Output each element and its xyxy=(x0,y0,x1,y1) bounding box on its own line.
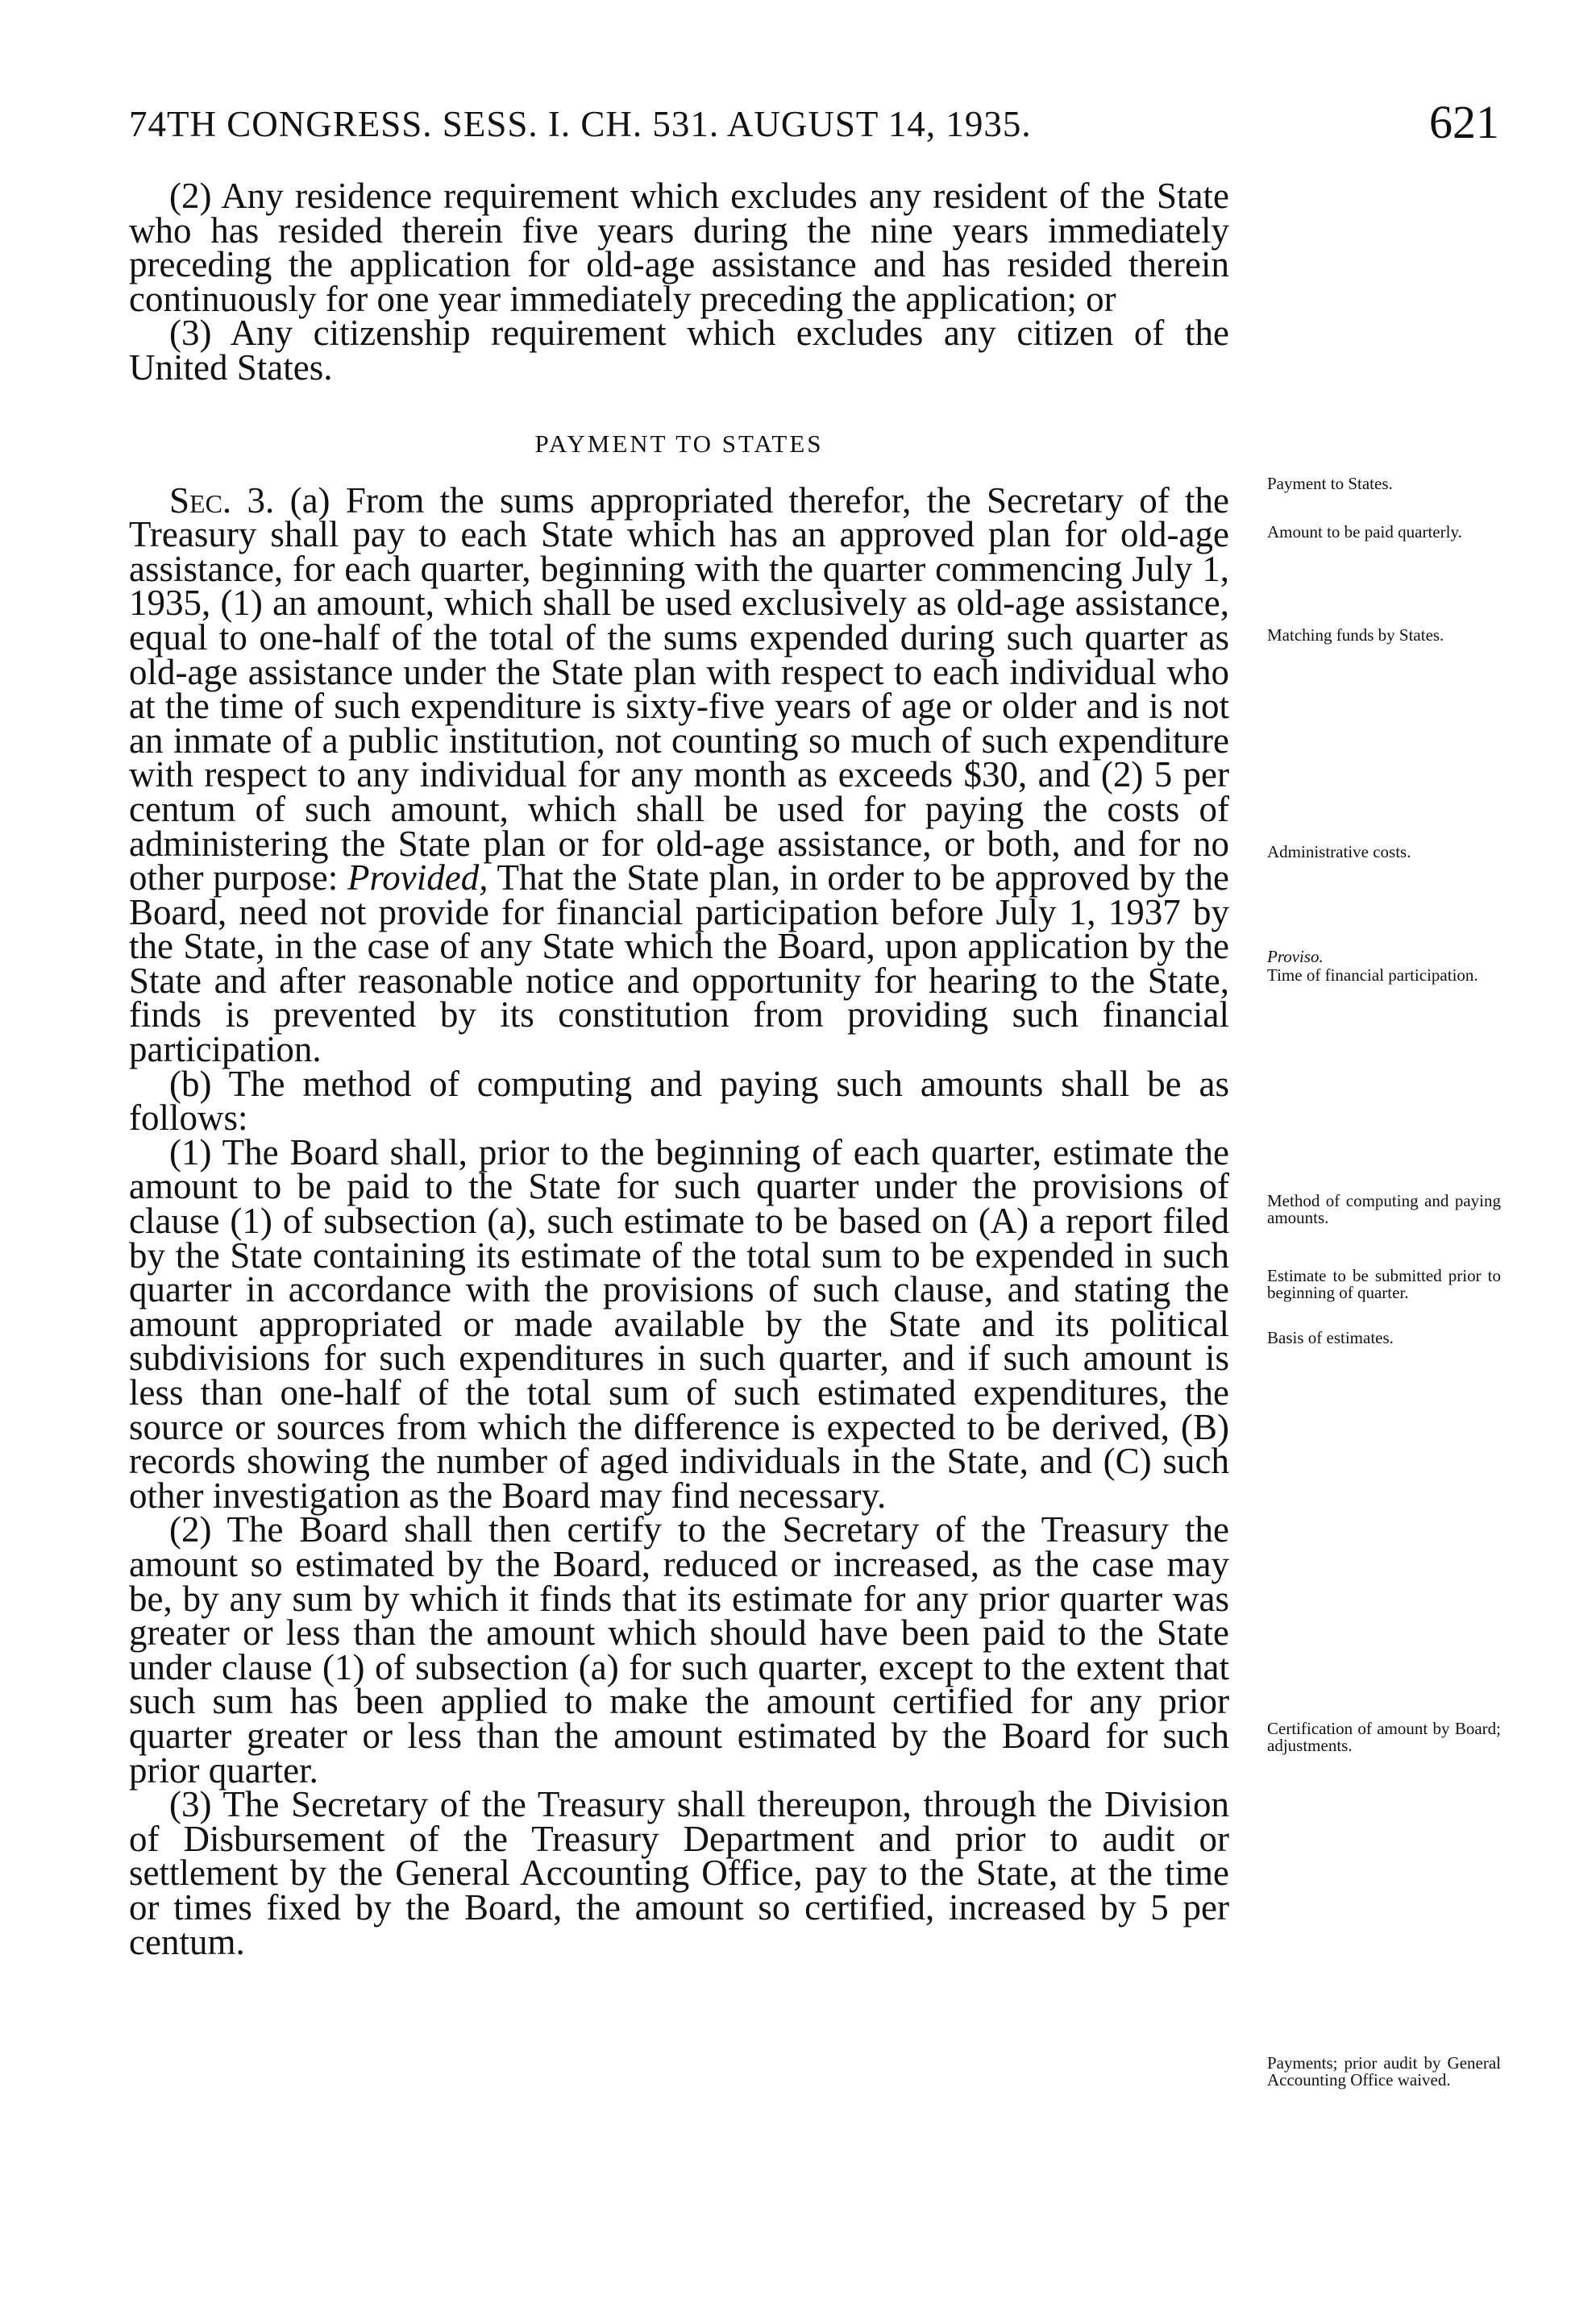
clause-2-residence: (2) Any residence requirement which excludes any resident of the State who has resided therein five years during the nine years immediately preceding the application for old-age assistance and has resided therein continuously for one year immediately preceding the application; or xyxy=(129,176,1229,319)
section-3b-1: (1) The Board shall, prior to the beginning of each quarter, estimate the amount to be paid to the State for such quarter under the provisions of clause (1) of subsection (a), such estimate to be based on (A) a report filed by the State containing its estimate of the total sum to be expended in such quarter in accordance with the provisions of such clause, and stating the amount appropriated or made available by the State and its political subdivisions for such expenditures in such quarter, and if such amount is less than one-half of the total sum of such estimated expenditures, the source or sources from which the difference is expected to be derived, (B) records showing the number of aged individuals in the State, and (C) such other investigation as the Board may find necessary. xyxy=(129,1131,1229,1516)
margin-note-administrative-costs: Administrative costs. xyxy=(1267,842,1411,861)
margin-note-payments-prior-audit: Payments; prior audit by General Accounting Office waived. xyxy=(1267,2053,1501,2090)
margin-note-certification: Certification of amount by Board; adjustments. xyxy=(1267,1719,1501,1755)
section-heading: PAYMENT TO STATES xyxy=(534,429,824,458)
margin-note-estimate-submitted: Estimate to be submitted prior to beginning of quarter. xyxy=(1267,1266,1501,1302)
proviso-word: Provided, xyxy=(347,857,488,898)
margin-note-method-computing: Method of computing and paying amounts. xyxy=(1267,1191,1501,1227)
page-number: 621 xyxy=(1429,96,1499,148)
section-label: Sec. 3. xyxy=(169,479,275,521)
margin-note-amount-quarterly: Amount to be paid quarterly. xyxy=(1267,522,1462,542)
section-3b-3: (3) The Secretary of the Treasury shall thereupon, through the Division of Disbursement of the Treasury Department and prior to audit or settlement by the General Accounting Office, pay to the State, at the time or times fixed by the Board, the amount so certified, increased by 5 per centum. xyxy=(129,1784,1229,1962)
section-3a xyxy=(129,479,1230,1070)
margin-note-matching-funds: Matching funds by States. xyxy=(1267,625,1444,645)
section-3b-2: (2) The Board shall then certify to the Secretary of the Treasury the amount so estimated by the Board, reduced or increased, as the case may be, by any sum by which it finds that its estimate for any prior quarter was greater or less than the amount which should have been paid to the State under clause (1) of subsection (a) for such quarter, except to the extent that such sum has been applied to make the amount certified for any prior quarter greater or less than the amount estimated by the Board for such prior quarter. xyxy=(129,1509,1229,1791)
margin-note-payment-to-states: Payment to States. xyxy=(1267,474,1393,493)
margin-note-basis-of-estimates: Basis of estimates. xyxy=(1267,1328,1394,1347)
running-head xyxy=(129,95,1499,151)
clause-3-citizenship: (3) Any citizenship requirement which excludes any citizen of the United States. xyxy=(129,313,1229,388)
margin-note-proviso: Proviso. xyxy=(1267,947,1324,966)
statute-text xyxy=(129,176,1230,1962)
section-3b: (b) The method of computing and paying such amounts shall be as follows: xyxy=(129,1063,1229,1139)
running-title: 74TH CONGRESS. SESS. I. CH. 531. AUGUST 14, 1935. xyxy=(129,104,1032,144)
section-3a-proviso-text: That the State plan, in order to be approved by the Board, need not provide for financial participation before July 1, 1937 by the State, in the case of any State which the Board, upon application by the State and after reasonable notice and opportunity for hearing to the State, finds is prevented by its constitution from providing such financial participation. xyxy=(129,857,1230,1070)
margin-note-time-financial-participation: Time of financial participation. xyxy=(1267,965,1478,985)
section-3a-text: (a) From the sums appropriated therefor, the Secretary of the Treasury shall pay to each State which has an approved plan for old-age assistance, for each quarter, beginning with the quarter commencing July 1, 1935, (1) an amount, which shall be used exclusively as old-age assistance, equal to one-half of the total of the sums expended during such quarter as old-age assistance under the State plan with respect to each individual who at the time of such expenditure is sixty-five years of age or older and is not an inmate of a public institution, not counting so much of such expenditure with respect to any individual for any month as exceeds $30, and (2) 5 per centum of such amount, which shall be used for paying the costs of administering the State plan or for old-age assistance, or both, and for no other purpose: xyxy=(129,479,1230,898)
